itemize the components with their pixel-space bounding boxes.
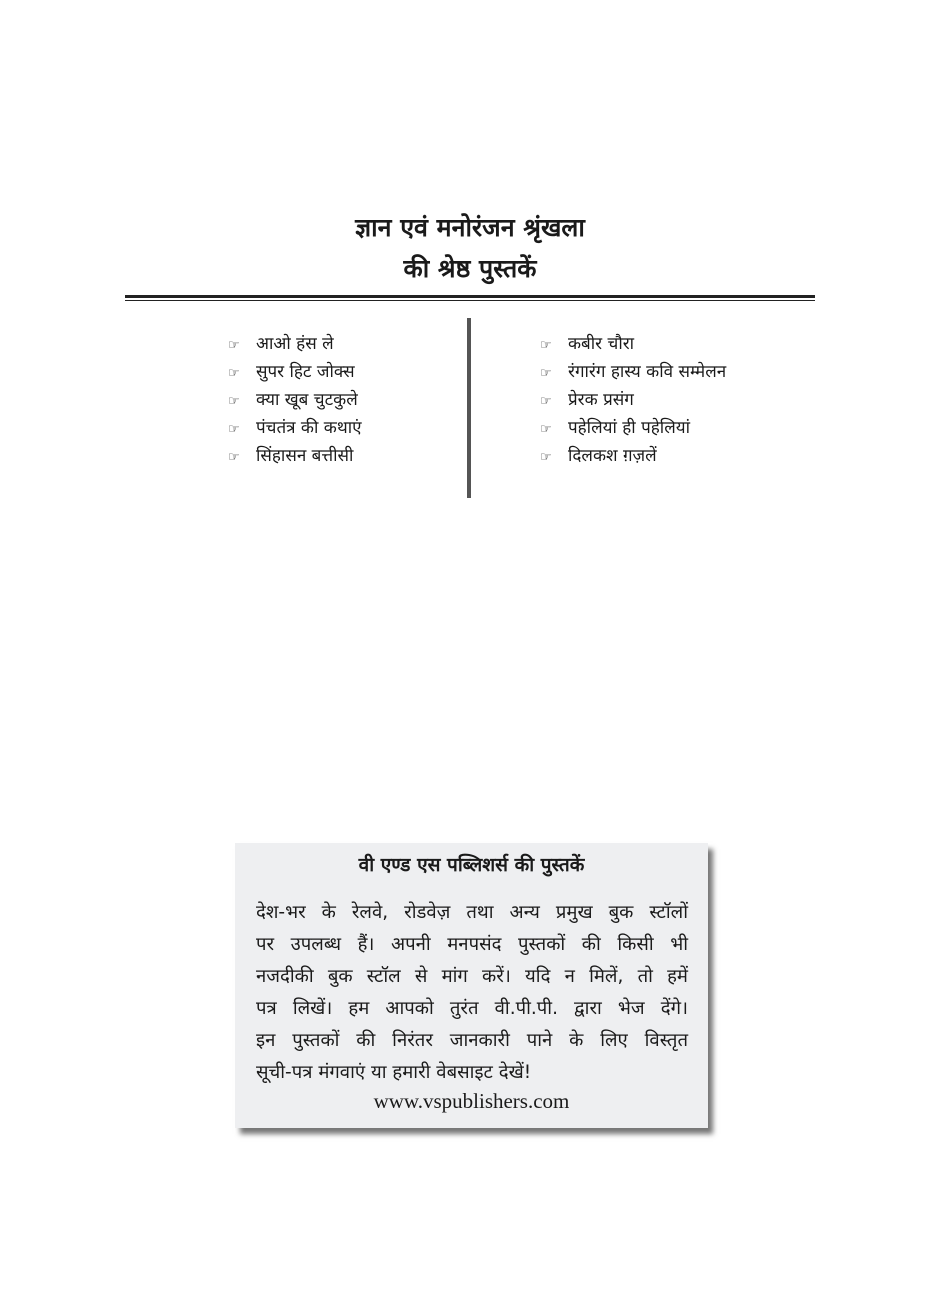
book-list-left <box>228 330 362 470</box>
book-title: सुपर हिट जोक्स <box>256 362 355 382</box>
book-list-right <box>540 330 726 470</box>
book-title: पहेलियां ही पहेलियां <box>568 418 690 438</box>
body-line: देश-भर के रेलवे, रोडवेज़ तथा अन्य प्रमुख बुक स्टॉलों <box>256 902 688 923</box>
book-item <box>228 386 362 414</box>
book-item <box>540 414 726 442</box>
series-title-line2: की श्रेष्ठ पुस्तकें <box>403 254 537 283</box>
book-item <box>540 442 726 470</box>
book-title: पंचतंत्र की कथाएं <box>256 418 362 438</box>
book-title: प्रेरक प्रसंग <box>568 390 634 410</box>
book-item <box>228 358 362 386</box>
series-title-line1: ज्ञान एवं मनोरंजन श्रृंखला <box>355 213 585 242</box>
body-line: पत्र लिखें। हम आपको तुरंत वी.पी.पी. द्वारा भेज देंगे। <box>256 998 688 1019</box>
book-item <box>540 358 726 386</box>
hand-pointer-icon: ☞ <box>228 394 240 409</box>
book-item <box>228 442 362 470</box>
book-title: आओ हंस ले <box>256 334 334 354</box>
hand-pointer-icon: ☞ <box>228 422 240 437</box>
body-line: नजदीकी बुक स्टॉल से मांग करें। यदि न मिलें, तो हमें <box>256 966 688 987</box>
website-link[interactable]: www.vspublishers.com <box>373 1089 570 1113</box>
hand-pointer-icon: ☞ <box>540 338 552 353</box>
hand-pointer-icon: ☞ <box>228 450 240 465</box>
hand-pointer-icon: ☞ <box>228 366 240 381</box>
book-title: सिंहासन बत्तीसी <box>256 446 354 466</box>
book-title: दिलकश ग़ज़लें <box>568 446 657 466</box>
book-item <box>228 330 362 358</box>
hand-pointer-icon: ☞ <box>540 394 552 409</box>
book-item <box>540 386 726 414</box>
info-box-body <box>256 897 688 1089</box>
body-line: इन पुस्तकों की निरंतर जानकारी पाने के लिए विस्तृत <box>256 1030 688 1051</box>
column-divider <box>467 318 471 498</box>
title-rule-thin <box>125 300 815 301</box>
body-line: सूची-पत्र मंगवाएं या हमारी वेबसाइट देखें! <box>256 1062 532 1083</box>
book-item <box>540 330 726 358</box>
hand-pointer-icon: ☞ <box>540 422 552 437</box>
title-rule-thick <box>125 295 815 298</box>
body-line: पर उपलब्ध हैं। अपनी मनपसंद पुस्तकों की किसी भी <box>256 934 688 955</box>
book-title: रंगारंग हास्य कवि सम्मेलन <box>568 362 727 382</box>
info-box-title: वी एण्ड एस पब्लिशर्स की पुस्तकें <box>358 854 585 876</box>
hand-pointer-icon: ☞ <box>540 450 552 465</box>
book-title: क्या खूब चुटकुले <box>256 390 358 410</box>
hand-pointer-icon: ☞ <box>228 338 240 353</box>
hand-pointer-icon: ☞ <box>540 366 552 381</box>
book-item <box>228 414 362 442</box>
book-title: कबीर चौरा <box>568 334 635 354</box>
publisher-info-box <box>235 843 708 1128</box>
